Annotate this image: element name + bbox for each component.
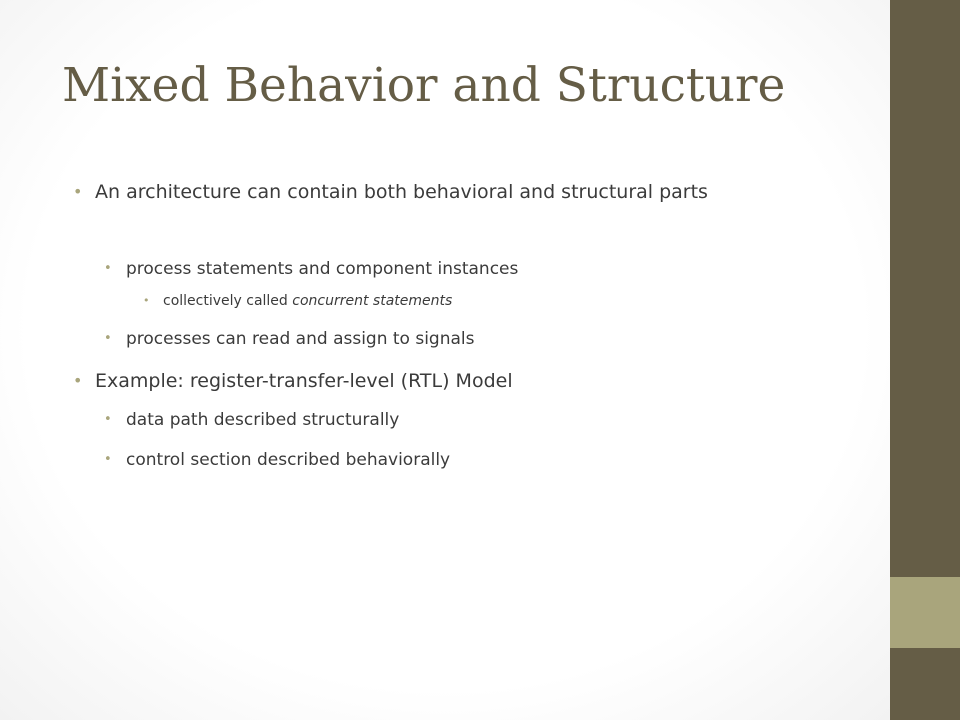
bullet-dot-icon: • <box>143 294 150 307</box>
sub-sub-bullet-italic-text: concurrent statements <box>292 293 453 309</box>
sub-sub-bullet-text: collectively called <box>163 293 293 309</box>
bullet-text: Example: register-transfer-level (RTL) Model <box>95 370 513 392</box>
sub-bullet-control-section <box>104 447 806 473</box>
bullet-dot-icon: • <box>104 331 112 346</box>
sub-bullet-text: process statements and component instances <box>126 259 519 279</box>
sub-bullet-text: data path described structurally <box>126 410 400 430</box>
sidebar-accent-block <box>890 577 960 648</box>
slide-title: Mixed Behavior and Structure <box>62 58 786 113</box>
bullet-text: An architecture can contain both behavioral and structural parts <box>95 181 708 203</box>
sub-bullet-text: processes can read and assign to signals <box>126 329 475 349</box>
bullet-dot-icon: • <box>73 371 83 390</box>
sub-bullet-text: control section described behaviorally <box>126 450 451 470</box>
bullet-rtl-example <box>73 365 815 397</box>
sub-bullet-processes-signals <box>104 326 806 352</box>
bullet-dot-icon: • <box>104 412 112 427</box>
sub-bullet-data-path <box>104 407 806 433</box>
sub-sub-bullet-concurrent-statements <box>143 291 803 311</box>
bullet-architecture <box>73 176 815 208</box>
sub-bullet-process-statements <box>104 256 806 282</box>
sidebar-decoration <box>890 0 960 720</box>
bullet-dot-icon: • <box>73 182 83 201</box>
bullet-dot-icon: • <box>104 452 112 467</box>
bullet-dot-icon: • <box>104 261 112 276</box>
